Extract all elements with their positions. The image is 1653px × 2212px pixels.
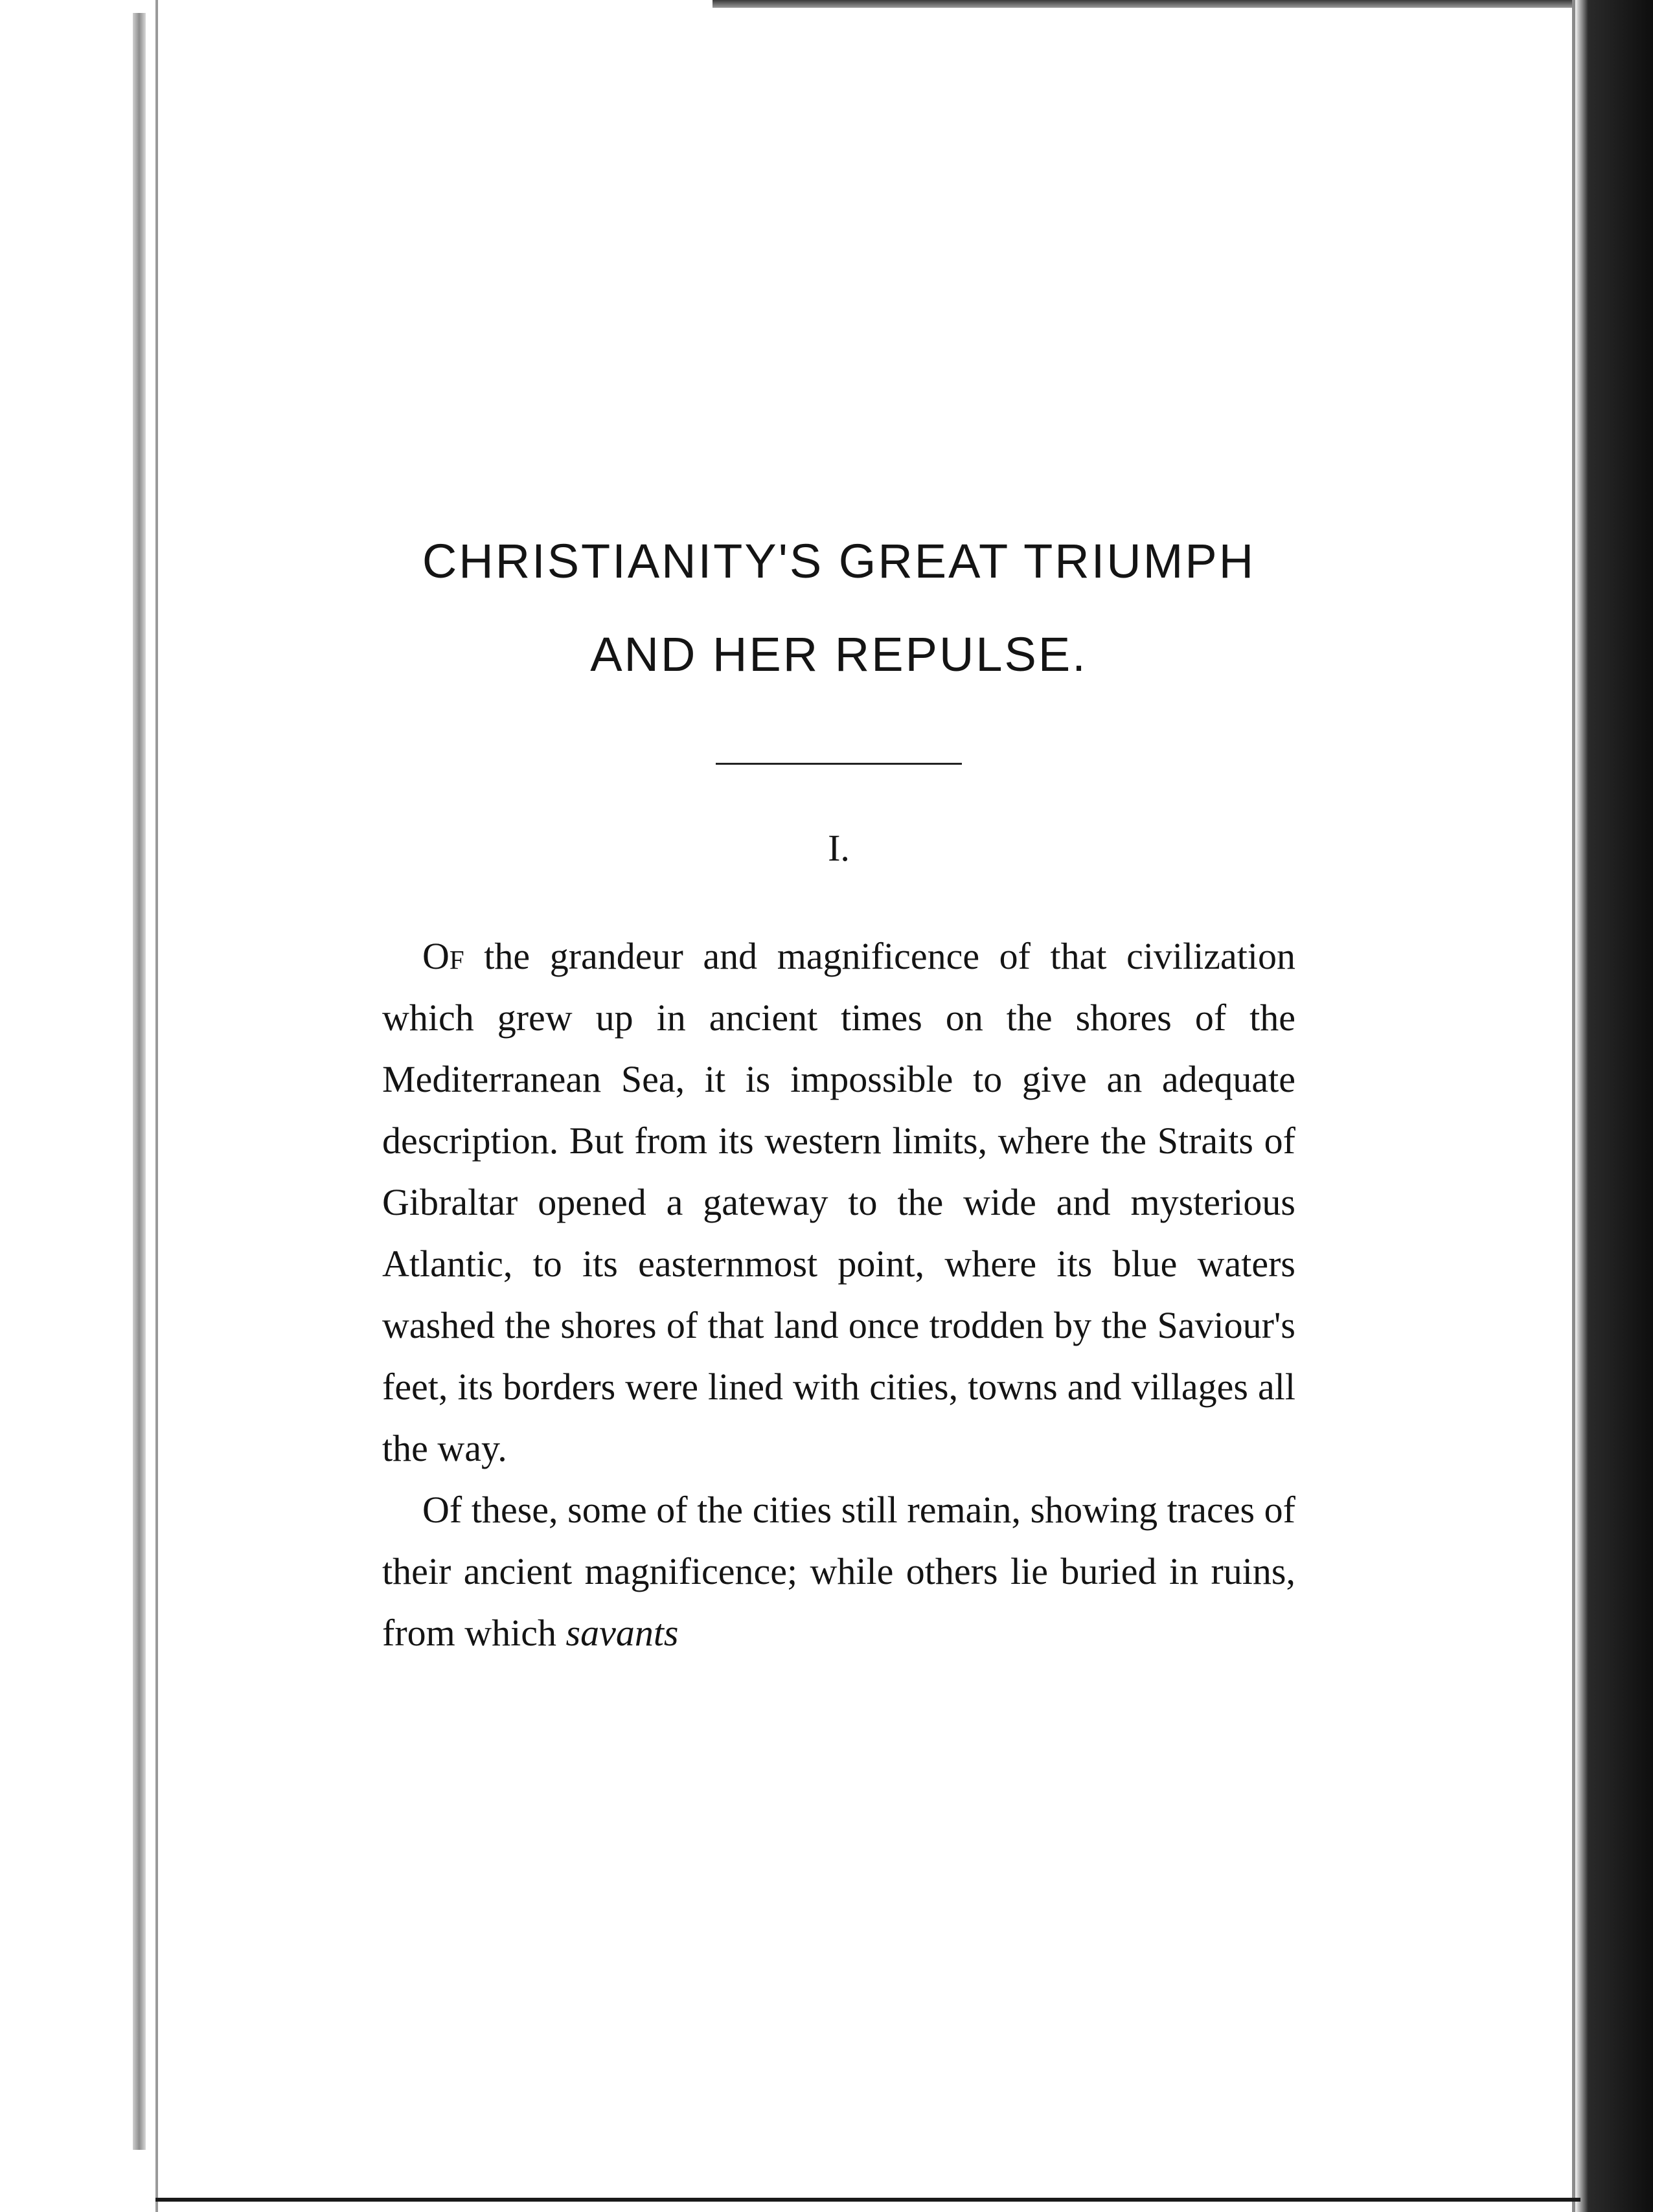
paragraph-2-italic: savants bbox=[565, 1612, 679, 1654]
paragraph-2 bbox=[382, 1479, 1295, 1664]
paragraph-2-text: Of these, some of the cities still remain, showing traces of their ancient magnificence; while others lie buried in ruins, from which bbox=[382, 1489, 1295, 1654]
chapter-title-line-1: CHRISTIANITY'S GREAT TRIUMPH bbox=[422, 534, 1256, 588]
scan-left-edge bbox=[155, 0, 158, 2212]
chapter-title bbox=[382, 534, 1295, 681]
scan-bottom-edge bbox=[155, 2198, 1580, 2202]
scan-binding-fold bbox=[133, 13, 146, 2150]
section-number: I. bbox=[828, 827, 850, 869]
paragraph-1-text: the grandeur and magnificence of that civilization which grew up in ancient times on the shores of the Mediterranean Sea, it is impossible to give an adequate description. But from its western limits, where the Straits of Gibraltar opened a gateway to the wide and mysterious Atlantic, to its easternmost point, where its blue waters washed the shores of that land once trodden by the Saviour's feet, its borders were lined with cities, towns and villages all the way. bbox=[382, 935, 1295, 1469]
scan-right-edge bbox=[1575, 0, 1653, 2212]
paragraph-1-lead: Of bbox=[422, 935, 464, 977]
title-divider bbox=[716, 763, 962, 765]
chapter-title-line-2: AND HER REPULSE. bbox=[590, 627, 1088, 681]
scan-top-edge bbox=[712, 0, 1574, 8]
page-content bbox=[382, 534, 1295, 1664]
paragraph-1 bbox=[382, 925, 1295, 1479]
